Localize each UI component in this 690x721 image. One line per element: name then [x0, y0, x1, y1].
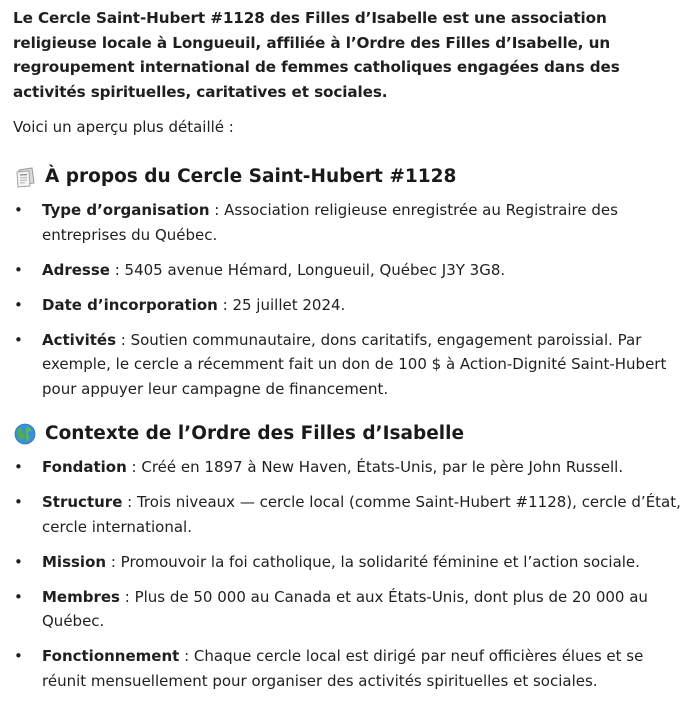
list-item	[13, 550, 682, 575]
section-title: À propos du Cercle Saint-Hubert #1128	[45, 166, 457, 187]
bullet: •	[14, 552, 23, 571]
item-term: Fondation	[42, 458, 127, 476]
section-heading-about	[13, 164, 682, 190]
bullet: •	[14, 647, 23, 665]
item-separator: :	[106, 552, 121, 571]
item-text: Créé en 1897 à New Haven, États-Unis, par le père John Russell.	[141, 458, 624, 476]
item-separator: :	[119, 587, 135, 606]
item-term: Activités	[42, 330, 117, 349]
item-term: Adresse	[42, 260, 110, 279]
bullet: •	[14, 493, 23, 511]
section-heading-context	[13, 421, 682, 447]
bullet: •	[14, 587, 23, 606]
bullet: •	[14, 330, 23, 349]
item-term: Type d’organisation	[42, 201, 210, 219]
intro-paragraph: Le Cercle Saint-Hubert #1128 des Filles d’Isabelle est une association religieuse locale à Longueuil, affiliée à l’Ordre des Filles d’Isabelle, un regroupement international de femmes catholiques engagées dans des activités spirituelles, caritatives et sociales.	[13, 9, 620, 101]
item-text: Promouvoir la foi catholique, la solidarité féminine et l’action sociale.	[120, 552, 640, 571]
item-term: Fonctionnement	[42, 647, 180, 665]
bullet: •	[14, 201, 23, 219]
context-list	[13, 455, 682, 693]
item-separator: :	[179, 647, 194, 665]
item-term: Mission	[42, 552, 107, 571]
item-text: Soutien communautaire, dons caritatifs, engagement paroissial. Par exemple, le cercle a récemment fait un don de 100 $ à Action-Dignité Saint-Hubert pour appuyer leur campagne de financement.	[42, 330, 667, 398]
item-separator: :	[126, 458, 142, 476]
item-text: Chaque cercle local est dirigé par neuf officières élues et se réunit mensuellement pour organiser des activités spirituelles et sociales.	[42, 647, 644, 690]
item-text: 25 juillet 2024.	[232, 295, 346, 314]
globe-icon	[13, 422, 37, 446]
list-item	[13, 198, 682, 247]
list-item	[13, 328, 682, 402]
list-item	[13, 455, 682, 480]
bullet: •	[14, 458, 23, 476]
newspaper-icon	[13, 165, 37, 189]
item-text: 5405 avenue Hémard, Longueuil, Québec J3Y 3G8.	[124, 260, 506, 279]
item-separator: :	[109, 260, 125, 279]
list-item	[13, 258, 682, 283]
item-separator: :	[116, 330, 131, 349]
lead-sentence: Voici un aperçu plus détaillé :	[13, 118, 234, 136]
item-separator: :	[217, 295, 233, 314]
bullet: •	[14, 260, 23, 279]
about-list	[13, 198, 682, 401]
item-text: Plus de 50 000 au Canada et aux États-Unis, dont plus de 20 000 au Québec.	[42, 587, 648, 630]
list-item	[13, 490, 682, 539]
item-term: Membres	[42, 587, 120, 606]
item-separator: :	[209, 201, 225, 219]
item-term: Structure	[42, 493, 123, 511]
item-separator: :	[122, 493, 137, 511]
section-title: Contexte de l’Ordre des Filles d’Isabelle	[45, 423, 464, 444]
item-text: Trois niveaux — cercle local (comme Saint-Hubert #1128), cercle d’État, cercle international.	[42, 493, 681, 536]
list-item	[13, 293, 682, 318]
bullet: •	[14, 295, 23, 314]
item-text: Association religieuse enregistrée au Registraire des entreprises du Québec.	[42, 201, 618, 244]
list-item	[13, 644, 682, 693]
item-term: Date d’incorporation	[42, 295, 218, 314]
list-item	[13, 585, 682, 634]
